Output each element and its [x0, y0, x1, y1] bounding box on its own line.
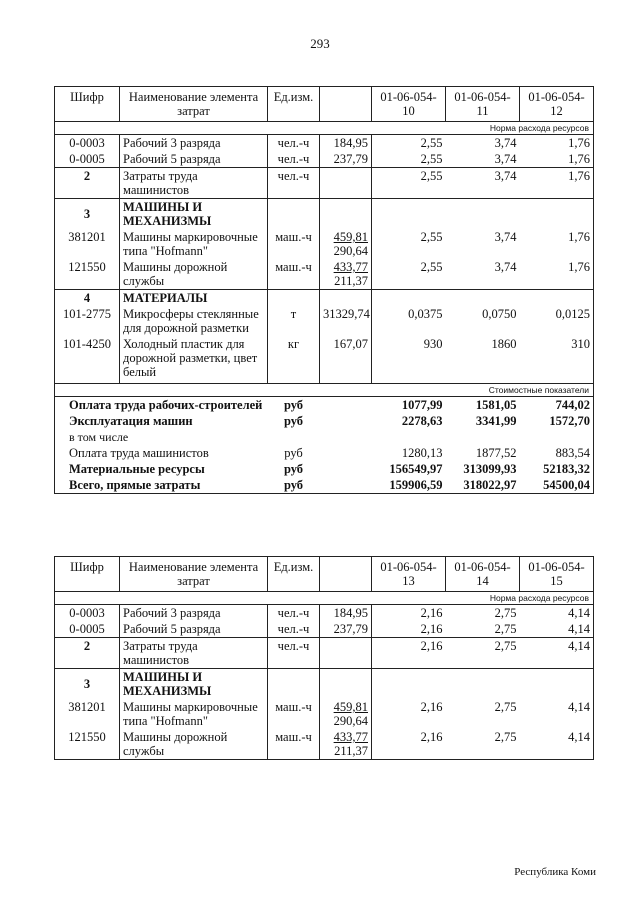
cost-value: 1581,05 — [475, 398, 517, 412]
cost-row — [55, 461, 594, 477]
empty-cell — [320, 477, 372, 494]
row-unit: чел.-ч — [268, 621, 320, 638]
row-price: 237,79 — [320, 621, 372, 638]
row-value: 2,75 — [446, 729, 520, 760]
section-row — [55, 290, 594, 307]
cost-unit: руб — [268, 477, 320, 494]
row-code: 121550 — [55, 259, 120, 290]
row-value: 2,55 — [420, 260, 443, 274]
table-header-row — [55, 87, 594, 122]
cost-value: 318022,97 — [446, 477, 520, 494]
norm-label-row — [55, 592, 594, 605]
header-unit: Ед.изм. — [268, 557, 320, 592]
cost-name: в том числе — [55, 429, 268, 445]
cost-row — [55, 429, 594, 445]
row-code: 0-0005 — [55, 621, 120, 638]
row-price: 167,07 — [320, 336, 372, 384]
empty-cell — [320, 397, 372, 414]
row-value: 0,0750 — [482, 307, 517, 321]
row-value: 2,16 — [420, 622, 443, 636]
empty-cell — [446, 290, 520, 307]
cost-name: Материальные ресурсы — [55, 461, 268, 477]
price-total: 459,81 — [333, 230, 368, 244]
row-value: 1860 — [491, 337, 517, 351]
cost-label-row — [55, 384, 594, 397]
row-value: 0,0375 — [408, 307, 443, 321]
row-value: 0,0125 — [520, 306, 594, 336]
row-value: 2,16 — [372, 729, 446, 760]
empty-cell — [320, 290, 372, 307]
header-code: Шифр — [55, 87, 120, 122]
row-name: Затраты труда машинистов — [120, 638, 268, 669]
row-value: 3,74 — [494, 152, 517, 166]
row-value: 310 — [520, 336, 594, 384]
cost-unit: руб — [283, 414, 304, 428]
row-value: 4,14 — [520, 729, 594, 760]
header-column-code: 01-06-054-12 — [520, 87, 594, 122]
row-name: Машины маркировочные типа "Hofmann" — [120, 699, 268, 729]
header-column-code: 01-06-054-10 — [372, 87, 446, 122]
row-name: Рабочий 5 разряда — [120, 621, 268, 638]
cost-label: Стоимостные показатели — [55, 384, 594, 397]
row-code: 0-0005 — [55, 151, 120, 168]
section-title: МАШИНЫ И МЕХАНИЗМЫ — [120, 199, 268, 230]
table-row — [55, 306, 594, 336]
empty-cell — [320, 199, 372, 230]
price-total: 433,77 — [333, 730, 368, 744]
cost-value: 883,54 — [520, 445, 594, 461]
row-value: 2,75 — [494, 622, 517, 636]
row-value: 1,76 — [520, 135, 594, 152]
empty-cell — [320, 413, 372, 429]
row-name: Машины маркировочные типа "Hofmann" — [120, 229, 268, 259]
cost-value: 1280,13 — [401, 446, 443, 460]
table-row — [55, 336, 594, 384]
row-unit: маш.-ч — [268, 229, 320, 259]
cost-value: 156549,97 — [389, 462, 443, 476]
row-value: 2,55 — [420, 152, 443, 166]
row-code: 2 — [55, 638, 120, 669]
table-row — [55, 699, 594, 729]
empty-cell — [446, 669, 520, 700]
row-value: 2,75 — [446, 638, 520, 669]
table-row — [55, 621, 594, 638]
row-value: 2,55 — [372, 168, 446, 199]
cost-value: 52183,32 — [520, 461, 594, 477]
header-price — [320, 557, 372, 592]
row-name: Машины дорожной службы — [120, 259, 268, 290]
cost-value: 2278,63 — [401, 414, 443, 428]
row-value: 3,74 — [446, 168, 520, 199]
section-code: 3 — [55, 669, 120, 700]
row-price — [320, 229, 372, 259]
row-unit: чел.-ч — [268, 151, 320, 168]
empty-cell — [320, 669, 372, 700]
row-code: 101-2775 — [55, 306, 120, 336]
header-name: Наименование элемента затрат — [120, 87, 268, 122]
cost-name: Всего, прямые затраты — [55, 477, 268, 494]
row-value: 1,76 — [520, 168, 594, 199]
cost-name: Оплата труда машинистов — [55, 445, 268, 461]
empty-cell — [520, 290, 594, 307]
row-value: 2,75 — [494, 700, 517, 714]
table-header-row — [55, 557, 594, 592]
row-value: 3,74 — [494, 260, 517, 274]
empty-cell — [268, 429, 320, 445]
resource-table-2 — [54, 556, 594, 760]
table-row — [55, 638, 594, 669]
row-value: 930 — [423, 337, 443, 351]
empty-cell — [268, 290, 320, 307]
row-value: 4,14 — [520, 621, 594, 638]
cost-value: 744,02 — [520, 397, 594, 414]
empty-cell — [520, 199, 594, 230]
footer-region: Республика Коми — [514, 866, 596, 878]
row-price — [320, 729, 372, 760]
row-value: 1,76 — [520, 229, 594, 259]
section-row — [55, 199, 594, 230]
header-column-code: 01-06-054-11 — [446, 87, 520, 122]
cost-value: 1877,52 — [475, 446, 517, 460]
empty-cell — [268, 199, 320, 230]
row-unit: маш.-ч — [268, 729, 320, 760]
cost-name: Эксплуатация машин — [55, 413, 268, 429]
cost-unit: руб — [283, 462, 304, 476]
table-row — [55, 259, 594, 290]
row-name: Машины дорожной службы — [120, 729, 268, 760]
resource-table-1 — [54, 86, 594, 494]
row-value: 2,16 — [420, 606, 443, 620]
row-price: 237,79 — [320, 151, 372, 168]
row-code: 0-0003 — [55, 135, 120, 152]
row-unit: чел.-ч — [268, 638, 320, 669]
row-value: 1,76 — [520, 259, 594, 290]
row-unit: т — [268, 306, 320, 336]
row-price: 184,95 — [320, 135, 372, 152]
row-unit: кг — [268, 336, 320, 384]
empty-cell — [520, 429, 594, 445]
empty-cell — [372, 290, 446, 307]
section-code: 4 — [55, 290, 120, 307]
price-total: 459,81 — [333, 700, 368, 714]
row-value: 2,75 — [494, 606, 517, 620]
price-wage: 290,64 — [333, 244, 368, 258]
row-unit: маш.-ч — [268, 699, 320, 729]
empty-cell — [372, 199, 446, 230]
header-unit: Ед.изм. — [268, 87, 320, 122]
section-title: МАТЕРИАЛЫ — [120, 290, 268, 307]
row-price — [320, 168, 372, 199]
row-unit: чел.-ч — [268, 135, 320, 152]
row-unit: чел.-ч — [268, 605, 320, 622]
row-price — [320, 638, 372, 669]
header-price — [320, 87, 372, 122]
row-value: 3,74 — [494, 230, 517, 244]
empty-cell — [446, 429, 520, 445]
table-row — [55, 151, 594, 168]
cost-value: 1572,70 — [520, 413, 594, 429]
row-unit: маш.-ч — [268, 259, 320, 290]
header-column-code: 01-06-054-13 — [372, 557, 446, 592]
header-column-code: 01-06-054-14 — [446, 557, 520, 592]
row-value: 2,55 — [420, 136, 443, 150]
price-total: 433,77 — [333, 260, 368, 274]
row-value: 2,55 — [420, 230, 443, 244]
cost-row — [55, 397, 594, 414]
cost-value: 313099,93 — [463, 462, 517, 476]
row-price — [320, 259, 372, 290]
empty-cell — [320, 445, 372, 461]
row-value: 3,74 — [494, 136, 517, 150]
section-row — [55, 669, 594, 700]
row-value: 1,76 — [520, 151, 594, 168]
row-code: 121550 — [55, 729, 120, 760]
header-name: Наименование элемента затрат — [120, 557, 268, 592]
cost-row — [55, 477, 594, 494]
row-name: Холодный пластик для дорожной разметки, цвет белый — [120, 336, 268, 384]
norm-label: Норма расхода ресурсов — [55, 592, 594, 605]
row-code: 2 — [55, 168, 120, 199]
empty-cell — [320, 429, 372, 445]
row-value: 2,16 — [372, 638, 446, 669]
empty-cell — [268, 669, 320, 700]
row-value: 4,14 — [520, 605, 594, 622]
row-value: 4,14 — [520, 699, 594, 729]
header-column-code: 01-06-054-15 — [520, 557, 594, 592]
table-row — [55, 605, 594, 622]
cost-value: 3341,99 — [475, 414, 517, 428]
empty-cell — [520, 669, 594, 700]
price-wage: 290,64 — [333, 714, 368, 728]
row-name: Рабочий 5 разряда — [120, 151, 268, 168]
empty-cell — [372, 429, 446, 445]
row-price: 184,95 — [320, 605, 372, 622]
cost-value: 1077,99 — [401, 398, 443, 412]
row-name: Рабочий 3 разряда — [120, 605, 268, 622]
row-code: 381201 — [55, 699, 120, 729]
table-row — [55, 229, 594, 259]
empty-cell — [446, 199, 520, 230]
cost-value: 159906,59 — [372, 477, 446, 494]
row-price — [320, 699, 372, 729]
cost-unit: руб — [284, 446, 303, 460]
cost-unit: руб — [283, 398, 304, 412]
row-code: 381201 — [55, 229, 120, 259]
row-unit: чел.-ч — [268, 168, 320, 199]
section-title: МАШИНЫ И МЕХАНИЗМЫ — [120, 669, 268, 700]
row-value: 4,14 — [520, 638, 594, 669]
section-code: 3 — [55, 199, 120, 230]
price-wage: 211,37 — [334, 274, 368, 288]
price-wage: 211,37 — [334, 744, 368, 758]
table-row — [55, 168, 594, 199]
empty-cell — [372, 669, 446, 700]
cost-row — [55, 413, 594, 429]
table-row — [55, 729, 594, 760]
row-code: 101-4250 — [55, 336, 120, 384]
row-name: Затраты труда машинистов — [120, 168, 268, 199]
row-price: 31329,74 — [320, 306, 372, 336]
norm-label: Норма расхода ресурсов — [55, 122, 594, 135]
page-number: 293 — [310, 36, 330, 51]
empty-cell — [320, 461, 372, 477]
row-code: 0-0003 — [55, 605, 120, 622]
row-name: Микросферы стеклянные для дорожной разметки — [120, 306, 268, 336]
norm-label-row — [55, 122, 594, 135]
table-row — [55, 135, 594, 152]
cost-value: 54500,04 — [520, 477, 594, 494]
header-code: Шифр — [55, 557, 120, 592]
cost-name: Оплата труда рабочих-строителей — [55, 397, 268, 414]
cost-row — [55, 445, 594, 461]
row-name: Рабочий 3 разряда — [120, 135, 268, 152]
row-value: 2,16 — [420, 700, 443, 714]
